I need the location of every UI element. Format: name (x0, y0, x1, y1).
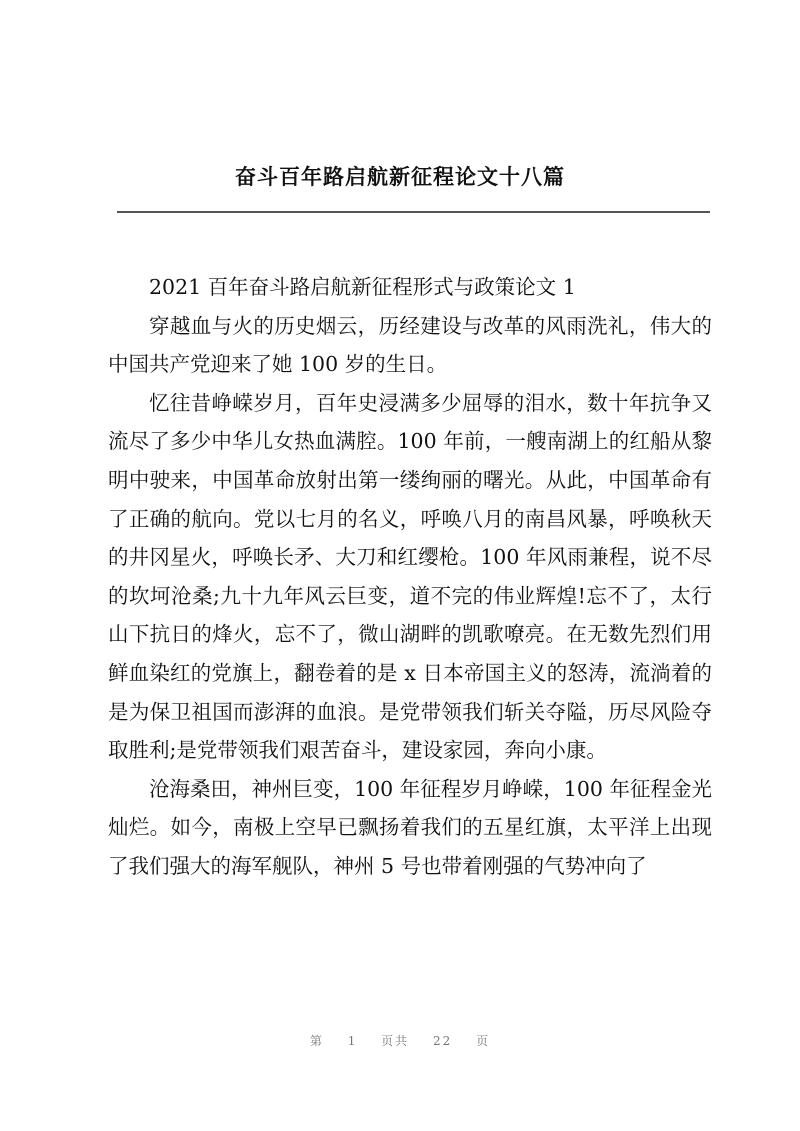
page-label-suffix: 页 (476, 1034, 491, 1048)
paragraph: 穿越血与火的历史烟云，历经建设与改革的风雨洗礼，伟大的中国共产党迎来了她 100 岁的生日。 (108, 313, 712, 377)
paragraph: 沧海桑田，神州巨变，100 年征程岁月峥嵘，100 年征程金光灿烂。如今，南极上空早已飘扬着我们的五星红旗，太平洋上出现了我们强大的海军舰队，神州 5 号也带着刚强的气势冲向了 (108, 776, 712, 878)
document-title: 奋斗百年路启航新征程论文十八篇 (235, 164, 565, 189)
document-body (108, 268, 712, 886)
page-label-prefix: 第 (309, 1034, 324, 1048)
page-number: 1 (347, 1034, 358, 1048)
title-underline-divider (117, 211, 710, 213)
section-heading: 2021 百年奋斗路启航新征程形式与政策论文 1 (149, 275, 576, 299)
page-footer (0, 1032, 800, 1049)
paragraph: 忆往昔峥嵘岁月，百年史浸满多少屈辱的泪水，数十年抗争又流尽了多少中华儿女热血满腔。100 年前，一艘南湖上的红船从黎明中驶来，中国革命放射出第一缕绚丽的曙光。从此，中国革命有了正确的航向。党以七月的名义，呼唤八月的南昌风暴，呼唤秋天的井冈星火，呼唤长矛、大刀和红缨枪。100 年风雨兼程，说不尽的坎坷沧桑;九十九年风云巨变，道不完的伟业辉煌!忘不了，太行山下抗日的烽火，忘不了，微山湖畔的凯歌嘹亮。在无数先烈们用鲜血染红的党旗上，翻卷着的是 x 日本帝国主义的怒涛，流淌着的是为保卫祖国而澎湃的血浪。是党带领我们斩关夺隘，历尽风险夺取胜利;是党带领我们艰苦奋斗，建设家园，奔向小康。 (108, 390, 712, 763)
page-label-mid: 页共 (381, 1034, 410, 1048)
total-pages: 22 (433, 1034, 453, 1048)
